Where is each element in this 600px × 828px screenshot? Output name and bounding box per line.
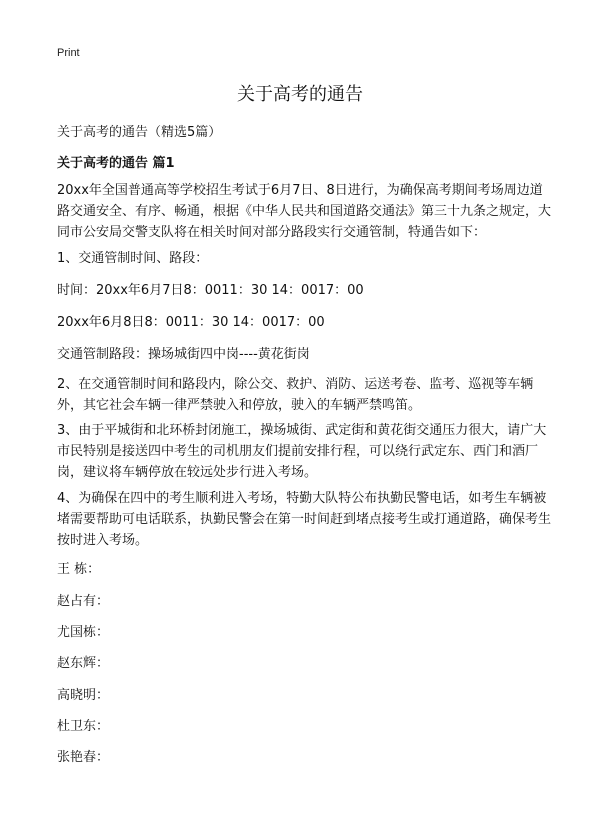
print-link[interactable]: Print [57,47,80,59]
signature-line: 高晓明： [57,688,110,703]
paragraph-item-2: 2、在交通管制时间和路段内，除公交、救护、消防、运送考卷、监考、巡视等车辆外，其它社会车辆一律严禁驶入和停放，驶入的车辆严禁鸣笛。 [57,377,534,413]
paragraph-time-1: 时间：20xx年6月7日8：0011：30 14：0017：00 [57,283,364,298]
signature-line: 赵占有： [57,594,110,609]
signature-line: 张艳春： [57,750,110,765]
paragraph-time-2: 20xx年6月8日8：0011：30 14：0017：00 [57,315,325,330]
signature-line: 王 栋： [57,562,101,577]
paragraph-item-1: 1、交通管制时间、路段： [57,251,209,266]
paragraph-route: 交通管制路段：操场城街四中岗----黄花街岗 [57,347,310,362]
paragraph-item-4: 4、为确保在四中的考生顺利进入考场，特勤大队特公布执勤民警电话，如考生车辆被堵需要帮助可电话联系，执勤民警会在第一时间赶到堵点接考生或打通道路，确保考生按时进入考场。 [57,491,552,548]
signature-line: 尤国栋： [57,625,110,640]
page-title: 关于高考的通告 [237,84,363,105]
signature-line: 杜卫东： [57,719,110,734]
paragraph-item-3: 3、由于平城街和北环桥封闭施工，操场城街、武定街和黄花街交通压力很大，请广大市民特别是接送四中考生的司机朋友们提前安排行程，可以绕行武定东、西门和酒厂岗，建议将车辆停放在较远处步行进入考场。 [57,423,547,480]
paragraph-intro: 20xx年全国普通高等学校招生考试于6月7日、8日进行，为确保高考期间考场周边道路交通安全、有序、畅通，根据《中华人民共和国道路交通法》第三十九条之规定，大同市公安局交警支队将在相关时间对部分路段实行交通管制，特通告如下： [57,183,552,240]
subtitle: 关于高考的通告（精选5篇） [57,125,222,140]
section-heading: 关于高考的通告 篇1 [57,156,175,171]
signature-line: 赵东辉： [57,656,110,671]
